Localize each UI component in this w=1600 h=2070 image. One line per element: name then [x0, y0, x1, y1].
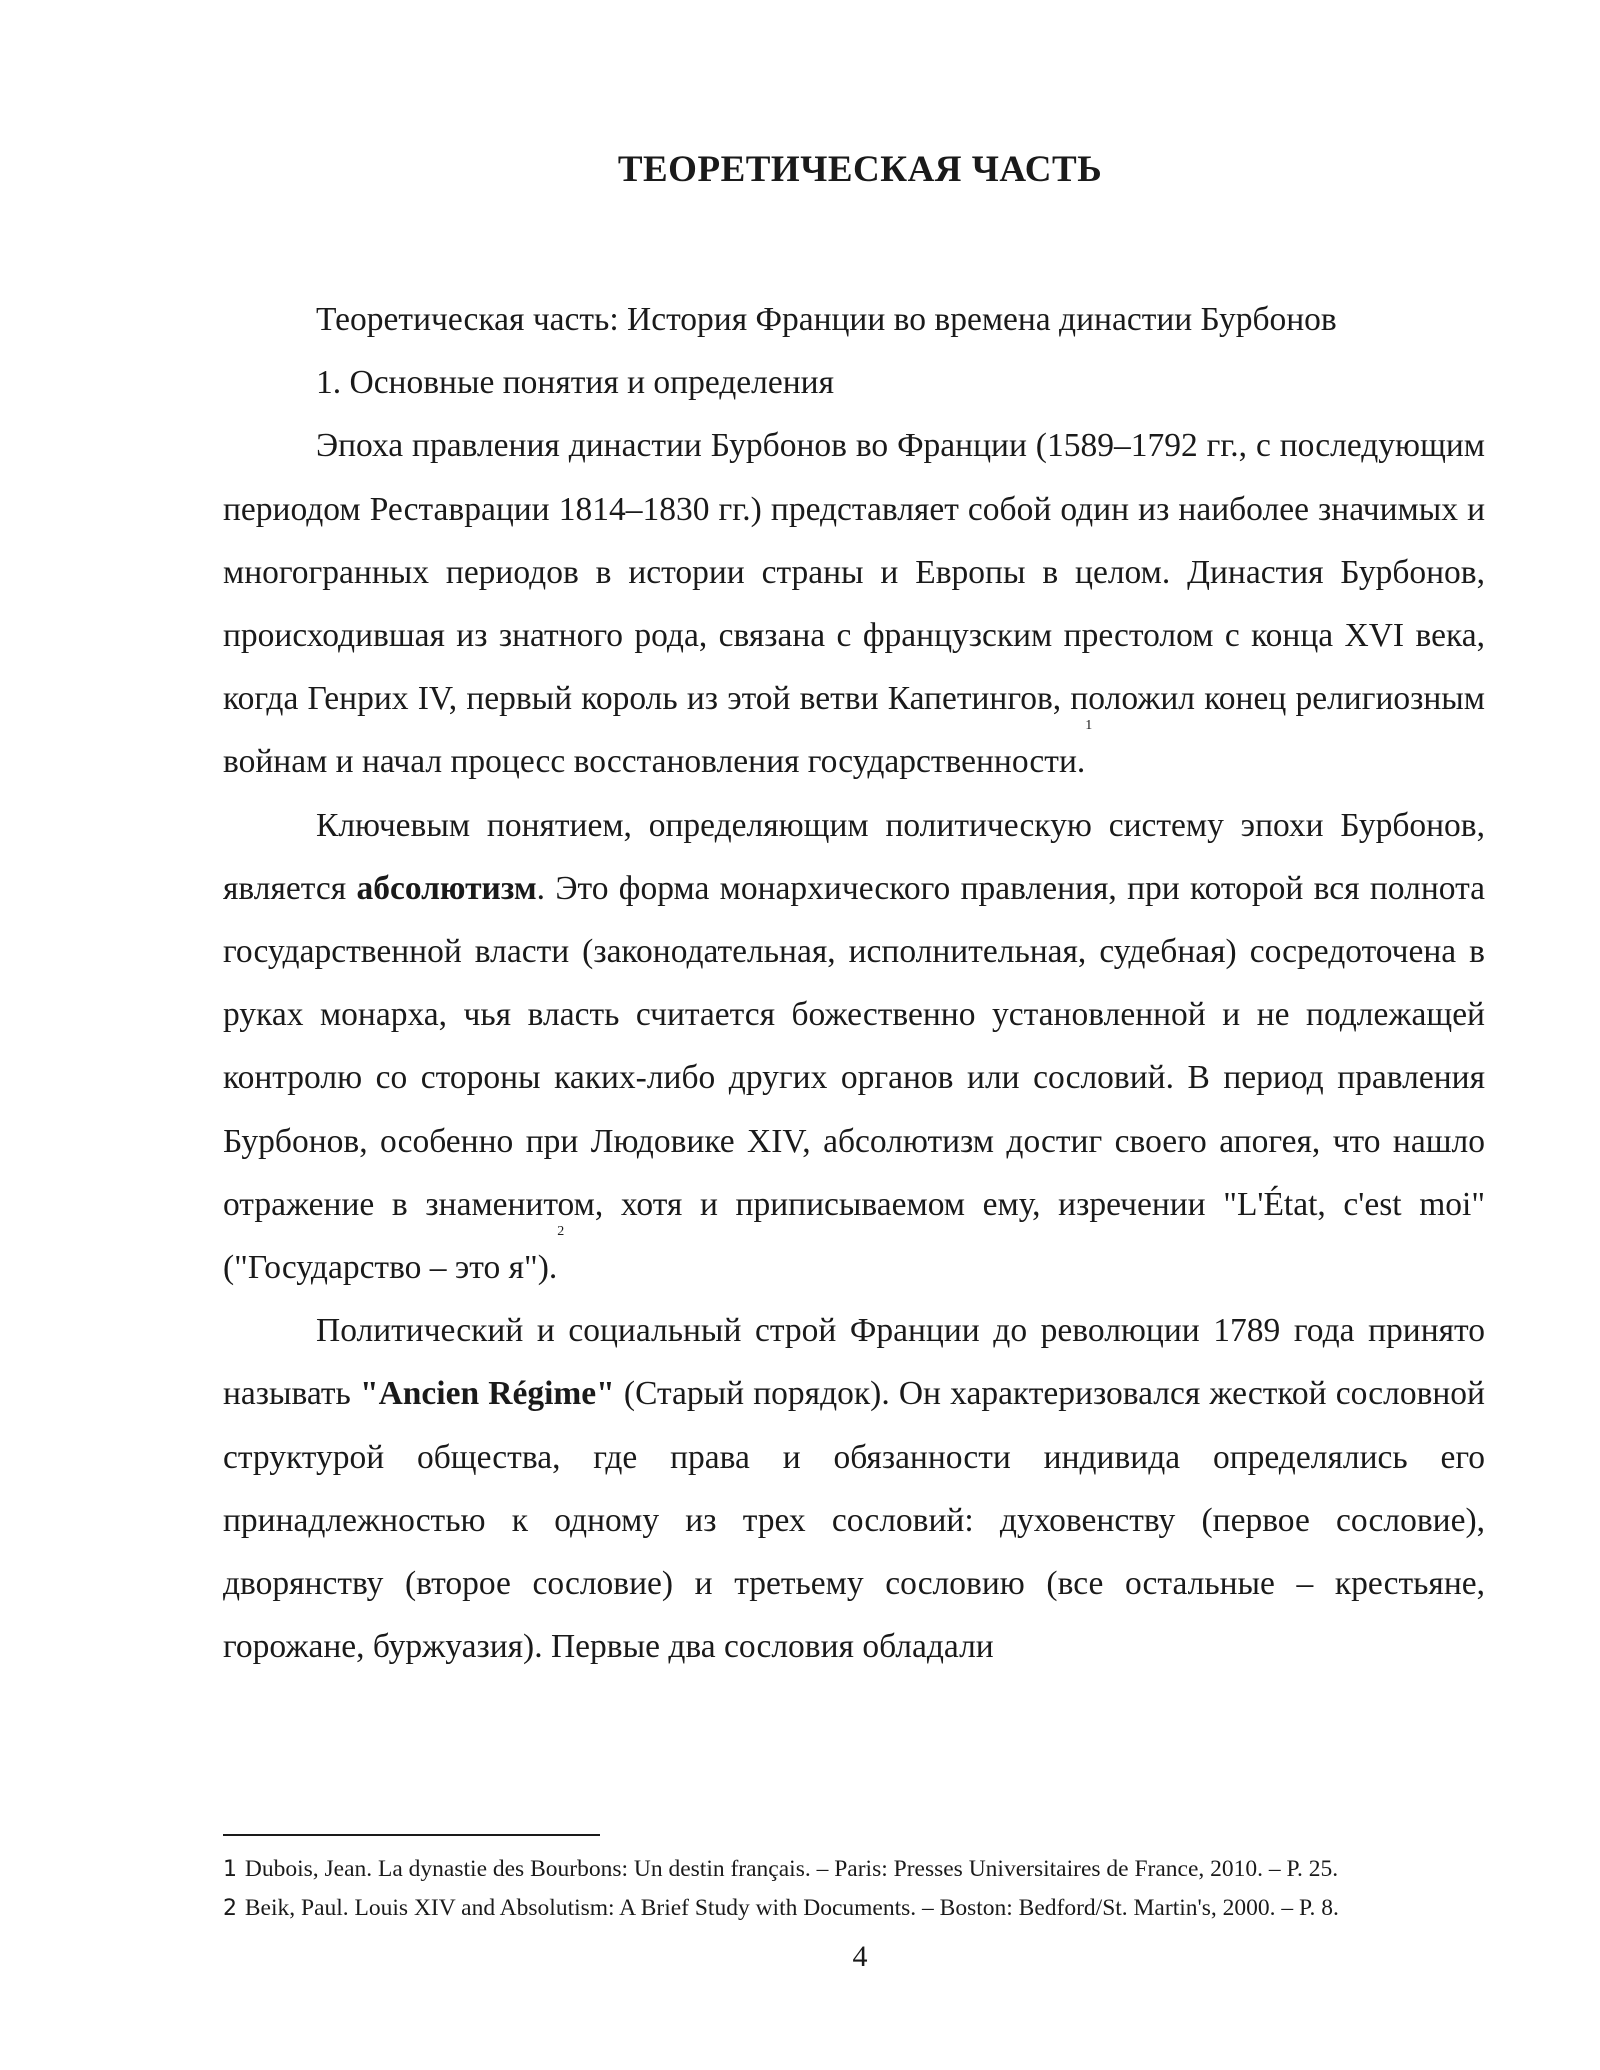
footnote-ref-1[interactable]: 1 [1085, 718, 1093, 734]
section-title: Теоретическая часть: История Франции во времена династии Бурбонов [316, 301, 1337, 338]
paragraph-1-text: Эпоха правления династии Бурбонов во Франции (1589–1792 гг., с последующим периодом Реставрации 1814–1830 гг.) представляет собой один из наиболее значимых и многогранных периодов в истории страны и Европы в целом. Династия Бурбонов, происходившая из знатного рода, связана с французским престолом с конца XVI века, когда Генрих IV, первый король из этой ветви Капетингов, положил конец религиозным войнам и начал процесс восстановления государственности. [223, 427, 1485, 781]
term-absolutism: абсолютизм [356, 869, 537, 907]
footnote-1 [223, 1850, 1493, 1889]
footnote-2-number: 2 [223, 1896, 237, 1921]
term-ancien-regime: "Ancien Régime" [360, 1375, 615, 1413]
paragraph-3-after: (Старый порядок). Он характеризовался жесткой сословной структурой общества, где права и обязанности индивида определялись его принадлежностью к одному из трех сословий: духовенству (первое сословие), дворянству (второе сословие) и третьему сословию (все остальные – крестьяне, горожане, буржуазия). Первые два сословия обладали [223, 1375, 1485, 1666]
page-number: 4 [852, 1940, 868, 1973]
body-text [223, 288, 1485, 1678]
footnote-1-number: 1 [223, 1857, 237, 1882]
paragraph-3-before: Политический и социальный строй Франции до революции 1789 года принято называть [223, 1312, 1485, 1413]
paragraph-2-before: Ключевым понятием, определяющим политическую систему эпохи Бурбонов, является [223, 806, 1485, 907]
subsection-title: 1. Основные понятия и определения [316, 364, 835, 402]
paragraph-1 [223, 414, 1485, 793]
footnote-separator [223, 1834, 600, 1836]
page-heading: ТЕОРЕТИЧЕСКАЯ ЧАСТЬ [617, 149, 1103, 190]
paragraph-2 [223, 794, 1485, 1300]
footnote-ref-2[interactable]: 2 [557, 1224, 565, 1240]
footnote-2-text: Beik, Paul. Louis XIV and Absolutism: A Brief Study with Documents. – Boston: Bedford/St. Martin's, 2000. – P. 8. [244, 1895, 1339, 1921]
paragraph-2-after: . Это форма монархического правления, при которой вся полнота государственной власти (законодательная, исполнительная, судебная) сосредоточена в руках монарха, чья власть считается божественно установленной и не подлежащей контролю со стороны каких-либо других органов или сословий. В период правления Бурбонов, особенно при Людовике XIV, абсолютизм достиг своего апогея, что нашло отражение в знаменитом, хотя и приписываемом ему, изречении "L'État, c'est moi" ("Государство – это я"). [223, 869, 1485, 1287]
paragraph-3 [223, 1299, 1485, 1678]
footnotes [223, 1850, 1493, 1928]
footnote-1-text: Dubois, Jean. La dynastie des Bourbons: Un destin français. – Paris: Presses Universitaires de France, 2010. – P. 25. [244, 1856, 1339, 1882]
footnote-2 [223, 1889, 1493, 1928]
